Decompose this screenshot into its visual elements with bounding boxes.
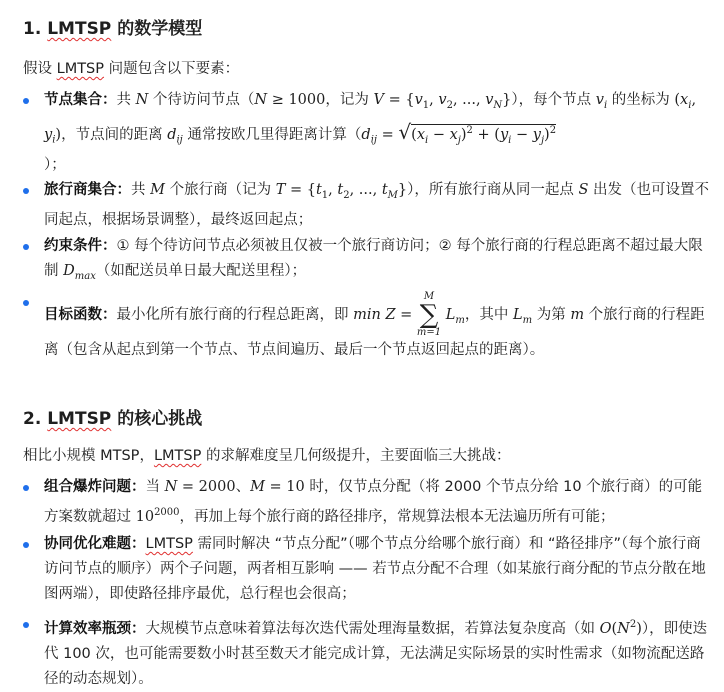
list-item-salesmen: 旅行商集合：共 M 个旅行商（记为 $T = \{t_1$, $t_2$, ..., $t_M$}），所有旅行商从同一起点 S 出发（也可设置不同起点，根据场景调整），最终返回起点； (23, 178, 714, 233)
bullet-dot (23, 622, 29, 628)
section-1-heading: 1. LMTSP 的数学模型 (23, 19, 203, 39)
bullet-dot (23, 542, 29, 548)
list-item-efficiency: 计算效率瓶颈：大规模节点意味着算法每次迭代需处理海量数据，若算法复杂度高（如 $O(N^2)$），即使迭代 100 次，也可能需要数小时甚至数天才能完成计算，无法满足实际场景的实时性需求（如物流配送路径的动态规划）。 (23, 612, 714, 692)
section-2-intro: 相比小规模 MTSP，LMTSP 的求解难度呈几何级提升，主要面临三大挑战： (23, 448, 511, 464)
bullet-dot (23, 300, 29, 306)
list-item-constraints: 约束条件：① 每个待访问节点必须被且仅被一个旅行商访问；② 每个旅行商的行程总距离不超过最大限制 $D_{max}$（如配送员单日最大配送里程）； (23, 234, 714, 289)
bullet-dot (23, 244, 29, 250)
list-item-objective: 目标函数：最小化所有旅行商的行程总距离，即 min Z = M ∑ m=1 $L_m$，其中 $L_m$ 为第 m 个旅行商的行程距离（包含从起点到第一个节点、节点间遍历、最后一个节点返回起点的距离）。 (23, 290, 714, 363)
list-item-combinatorial: 组合爆炸问题：当 N = 2000、M = 10 时，仅节点分配（将 2000 个节点分给 10 个旅行商）的可能方案数就超过 $10^{2000}$，再加上每个旅行商的路径排序，常规算法根本无法遍历所有可能； (23, 475, 714, 530)
bullet-dot (23, 98, 29, 104)
section-1-intro: 假设 LMTSP 问题包含以下要素： (23, 61, 240, 77)
list-item-coordination: 协同优化难题：LMTSP 需同时解决 “节点分配”（哪个节点分给哪个旅行商）和 “路径排序”（每个旅行商访问节点的顺序）两个子问题，两者相互影响 —— 若节点分配不合理（如某旅行商分配的节点分散在地图两端），即使路径排序最优，总行程也会很高； (23, 532, 714, 607)
bullet-dot (23, 485, 29, 491)
section-2-heading: 2. LMTSP 的核心挑战 (23, 409, 203, 429)
list-item-nodes: 节点集合：共 N 个待访问节点（N ≥ 1000，记为 $V = \{v_1$, $v_2$, ..., $v_N$}），每个节点 $v_i$ 的坐标为 ($x_i$, $y_i$)，节点间的距离 $d_{ij}$ 通常按欧几里得距离计算（$d_{ij} = √(x_i - x_j)^2 + (y_i - y_j)^2$ ）； (23, 88, 714, 178)
bullet-dot (23, 188, 29, 194)
